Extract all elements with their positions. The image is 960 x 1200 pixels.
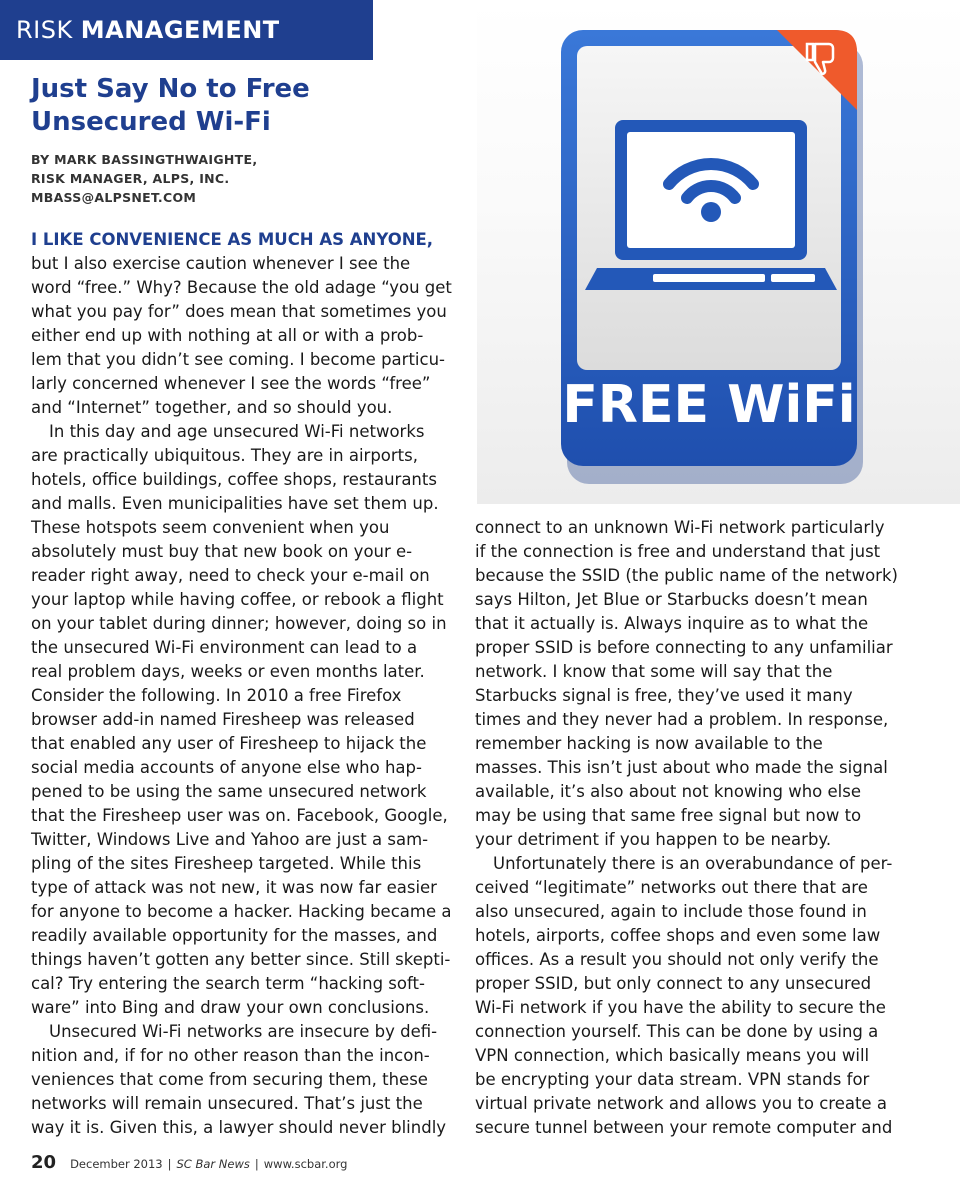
text-line: what you pay for” does mean that sometimes you [31, 302, 447, 321]
text-line: cal? Try entering the search term “hacking soft- [31, 974, 425, 993]
text-line: type of attack was not new, it was now far easier [31, 878, 437, 897]
text-line: readily available opportunity for the masses, and [31, 926, 438, 945]
text-line: way it is. Given this, a lawyer should never blindly [31, 1118, 447, 1137]
section-label-management: MANAGEMENT [80, 16, 280, 44]
footer-separator: | [167, 1157, 172, 1171]
text-line: Twitter, Windows Live and Yahoo are just a sam- [31, 830, 429, 849]
text-line: also unsecured, again to include those found in [475, 902, 867, 921]
text-line: proper SSID is before connecting to any unfamiliar [475, 638, 893, 657]
text-line: and “Internet” together, and so should you. [31, 398, 393, 417]
text-line: pened to be using the same unsecured network [31, 782, 427, 801]
text-line: the unsecured Wi-Fi environment can lead to a [31, 638, 418, 657]
paragraph-4 [475, 516, 925, 852]
section-banner [0, 0, 373, 60]
article-title-line: Just Say No to Free [31, 74, 310, 104]
free-wifi-graphic [477, 0, 960, 504]
text-line: for anyone to become a hacker. Hacking became a [31, 902, 452, 921]
text-line: masses. This isn’t just about who made the signal [475, 758, 888, 777]
text-line: offices. As a result you should not only verify the [475, 950, 879, 969]
text-line: nition and, if for no other reason than the incon- [31, 1046, 430, 1065]
text-line: virtual private network and allows you to create a [475, 1094, 887, 1113]
text-line: lem that you didn’t see coming. I become particu- [31, 350, 445, 369]
byline-email: MBASS@ALPSNET.COM [31, 190, 197, 205]
free-wifi-caption: FREE WiFi [562, 375, 856, 435]
article-column-left [31, 228, 461, 1140]
lead-in: I LIKE CONVENIENCE AS MUCH AS ANYONE, [31, 230, 434, 249]
text-line: are practically ubiquitous. They are in airports, [31, 446, 418, 465]
text-line: available, it’s also about not knowing who else [475, 782, 861, 801]
page-number: 20 [31, 1152, 57, 1173]
text-line: be encrypting your data stream. VPN stands for [475, 1070, 870, 1089]
text-line: real problem days, weeks or even months later. [31, 662, 425, 681]
text-line: Wi-Fi network if you have the ability to secure the [475, 998, 886, 1017]
text-line: that the Firesheep user was on. Facebook, Google, [31, 806, 448, 825]
text-line: says Hilton, Jet Blue or Starbucks doesn’t mean [475, 590, 868, 609]
text-line: These hotspots seem convenient when you [31, 518, 390, 537]
text-line: word “free.” Why? Because the old adage “you get [31, 278, 452, 297]
text-line: times and they never had a problem. In response, [475, 710, 889, 729]
text-line: connect to an unknown Wi-Fi network particularly [475, 518, 885, 537]
text-line: networks will remain unsecured. That’s just the [31, 1094, 423, 1113]
text-line: In this day and age unsecured Wi-Fi networks [49, 422, 425, 441]
text-line: but I also exercise caution whenever I see the [31, 254, 411, 273]
text-line: ware” into Bing and draw your own conclusions. [31, 998, 430, 1017]
text-line: things haven’t gotten any better since. Still skepti- [31, 950, 451, 969]
text-line: browser add-in named Firesheep was released [31, 710, 415, 729]
text-line: secure tunnel between your remote computer and [475, 1118, 893, 1137]
paragraph-1 [31, 252, 461, 420]
paragraph-2 [31, 420, 461, 1020]
page-footer [31, 1152, 451, 1176]
text-line: your laptop while having coffee, or rebook a flight [31, 590, 444, 609]
byline-author: BY MARK BASSINGTHWAIGHTE, [31, 152, 258, 167]
paragraph-5 [475, 852, 925, 1140]
text-line: because the SSID (the public name of the network) [475, 566, 898, 585]
article-title-line: Unsecured Wi-Fi [31, 107, 271, 137]
text-line: connection yourself. This can be done by using a [475, 1022, 879, 1041]
section-label-risk: RISK [16, 16, 73, 44]
text-line: Unsecured Wi-Fi networks are insecure by defi- [49, 1022, 438, 1041]
text-line: ceived “legitimate” networks out there that are [475, 878, 868, 897]
text-line: Consider the following. In 2010 a free Firefox [31, 686, 402, 705]
text-line: that it actually is. Always inquire as to what the [475, 614, 869, 633]
text-line: may be using that same free signal but now to [475, 806, 862, 825]
text-line: remember hacking is now available to the [475, 734, 823, 753]
paragraph-3 [31, 1020, 461, 1140]
text-line: Unfortunately there is an overabundance of per- [493, 854, 893, 873]
text-line: your detriment if you happen to be nearby. [475, 830, 832, 849]
text-line: social media accounts of anyone else who hap- [31, 758, 422, 777]
text-line: hotels, airports, coffee shops and even some law [475, 926, 881, 945]
website-link[interactable]: www.scbar.org [263, 1157, 348, 1171]
byline [31, 150, 361, 207]
text-line: VPN connection, which basically means you will [475, 1046, 870, 1065]
text-line: veniences that come from securing them, these [31, 1070, 428, 1089]
byline-role: RISK MANAGER, ALPS, INC. [31, 171, 230, 186]
publication-name: SC Bar News [176, 1157, 250, 1171]
text-line: proper SSID, but only connect to any unsecured [475, 974, 872, 993]
text-line: reader right away, need to check your e-mail on [31, 566, 430, 585]
free-wifi-illustration [477, 0, 960, 504]
text-line: hotels, office buildings, coffee shops, restaurants [31, 470, 437, 489]
text-line: absolutely must buy that new book on your e- [31, 542, 413, 561]
issue-date: December 2013 [70, 1157, 163, 1171]
text-line: Starbucks signal is free, they’ve used it many [475, 686, 853, 705]
text-line: if the connection is free and understand that just [475, 542, 881, 561]
text-line: either end up with nothing at all or with a prob- [31, 326, 424, 345]
text-line: larly concerned whenever I see the words “free” [31, 374, 431, 393]
text-line: that enabled any user of Firesheep to hijack the [31, 734, 427, 753]
text-line: on your tablet during dinner; however, doing so in [31, 614, 447, 633]
article-title [31, 73, 361, 139]
text-line: network. I know that some will say that the [475, 662, 833, 681]
footer-separator: | [254, 1157, 259, 1171]
text-line: pling of the sites Firesheep targeted. While this [31, 854, 422, 873]
article-column-right [475, 516, 925, 1140]
text-line: and malls. Even municipalities have set them up. [31, 494, 439, 513]
